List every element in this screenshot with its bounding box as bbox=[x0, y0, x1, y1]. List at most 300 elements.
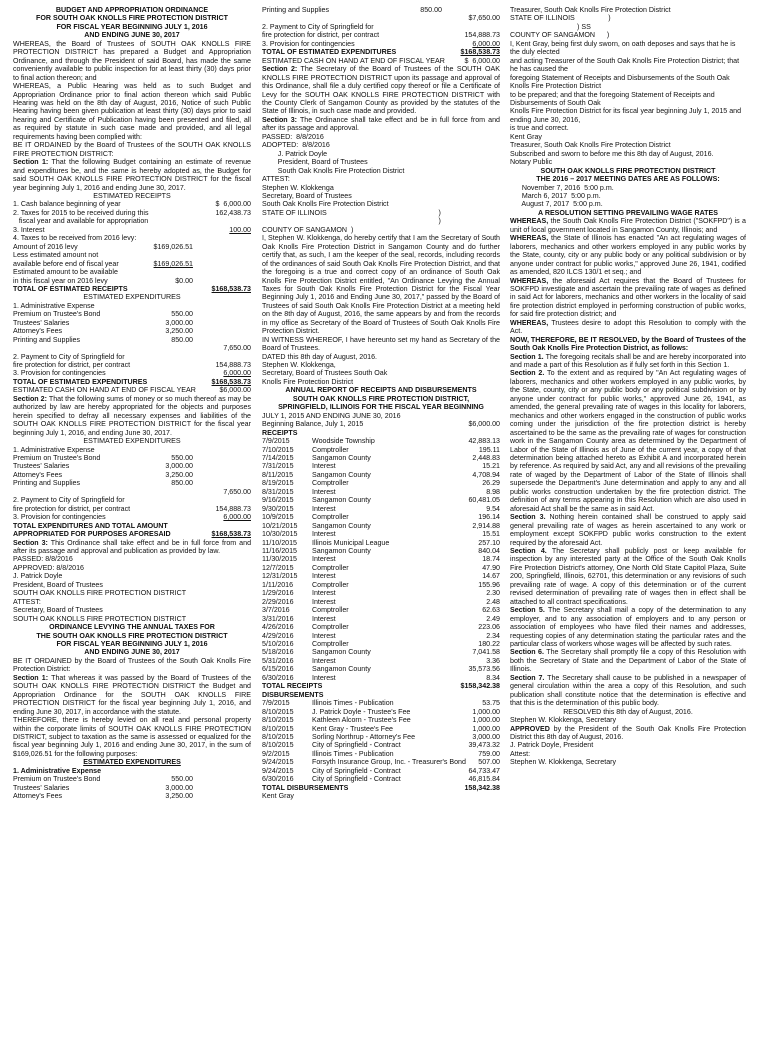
paragraph-text: The foregoing recitals shall be and are hereby incorporated into and made a part of this Resolution as if fully set forth in this Section 1. bbox=[510, 352, 746, 370]
transaction-payee: Sangamon County bbox=[312, 470, 371, 479]
transaction-payee: City of Springfield - Contract bbox=[312, 775, 401, 784]
subheading: ESTIMATED EXPENDITURES bbox=[83, 437, 181, 446]
transaction-payee: Interest bbox=[312, 530, 336, 539]
section-heading: SOUTH OAK KNOLLS FIRE PROTECTION DISTRICT, bbox=[292, 394, 470, 403]
transaction-row bbox=[262, 623, 500, 631]
transaction-amount: 15.21 bbox=[482, 462, 500, 471]
ledger-amount: ) bbox=[438, 208, 500, 217]
paragraph-text: This Ordinance shall take effect and be in full force from and after its passage and approval and publication as provided by law. bbox=[13, 538, 251, 555]
ledger-amount: 158,342.38 bbox=[464, 783, 500, 792]
text-line: Stephen W. Klokkenga, Secretary bbox=[510, 716, 617, 725]
ledger-label: fire protection for district, per contract bbox=[13, 361, 131, 370]
ledger-subamount: 3,000.00 bbox=[165, 783, 193, 792]
paragraph-lead: Section 1. bbox=[510, 352, 544, 361]
ledger-subamount: 850.00 bbox=[171, 335, 193, 344]
ledger-subamount: 550.00 bbox=[171, 310, 193, 319]
ledger-subamount: $169,026.51 bbox=[153, 242, 193, 251]
text-line: 1. Administrative Expense bbox=[13, 301, 95, 310]
transaction-payee: Sangamon County bbox=[312, 454, 371, 463]
transaction-date: 11/30/2015 bbox=[262, 555, 297, 564]
transaction-date: 7/14/2015 bbox=[262, 454, 294, 463]
transaction-amount: 4,708.94 bbox=[472, 470, 500, 479]
ledger-amount: 6,000.00 bbox=[223, 513, 251, 522]
ledger-subamount: 3,000.00 bbox=[165, 318, 193, 327]
transaction-row bbox=[262, 632, 500, 640]
ledger-label: Premium on Trustee's Bond bbox=[13, 310, 101, 319]
paragraph-lead: Section 2: bbox=[262, 65, 298, 74]
section-heading: ANNUAL REPORT OF RECEIPTS AND DISBURSEMENTS bbox=[285, 386, 477, 395]
paragraph-text: THEREFORE, there is hereby levied on all real and personal property within the corporate limits of SOUTH OAK KNOLLS FIRE PROTECTION DISTRICT, subject to taxation as the same is assessed or equalized for the fiscal year beginning July 1, 2016 and ending June 30, 2017, in the sum of $169,026.51 for the following purposes: bbox=[13, 716, 251, 758]
transaction-payee: Comptroller bbox=[312, 479, 349, 488]
transaction-row bbox=[262, 733, 500, 741]
transaction-row bbox=[262, 513, 500, 521]
paragraph bbox=[13, 674, 251, 716]
ledger-label: Printing and Supplies bbox=[13, 479, 81, 488]
paragraph-lead: Section 5. bbox=[510, 606, 545, 615]
ledger-row bbox=[262, 48, 500, 56]
transaction-amount: 2.48 bbox=[486, 597, 500, 606]
text-line: 4. Taxes to be received from 2016 levy: bbox=[13, 234, 137, 243]
ledger-row bbox=[13, 369, 251, 377]
text-line: Knolls Fire Protection District for its fiscal year beginning July 1, 2015 and bbox=[510, 107, 742, 116]
ledger-amount: $6,000.00 bbox=[219, 386, 251, 395]
transaction-date: 9/2/2015 bbox=[262, 749, 290, 758]
paragraph-text: BE IT ORDAINED by the Board of Trustees of the SOUTH OAK KNOLLS FIRE PROTECTION DISTRICT: bbox=[13, 141, 251, 158]
ledger-amount: $168,538.73 bbox=[211, 530, 251, 539]
text-line: ending June 30, 2016, bbox=[510, 115, 581, 124]
ledger-label: in this fiscal year on 2016 levy bbox=[13, 276, 108, 285]
text-line: PASSED: 8/8/2016 bbox=[13, 555, 73, 564]
transaction-payee: Comptroller bbox=[312, 639, 349, 648]
transaction-amount: 14.67 bbox=[482, 572, 500, 581]
transaction-amount: 1,000.00 bbox=[472, 716, 500, 725]
transaction-amount: 507.00 bbox=[478, 758, 500, 767]
ledger-label: 3. Provision for contingencies bbox=[13, 369, 106, 378]
transaction-amount: 3,000.00 bbox=[472, 732, 500, 741]
paragraph-lead: Section 3: bbox=[262, 115, 297, 124]
transaction-date: 3/31/2016 bbox=[262, 614, 294, 623]
section-heading: SPRINGFIELD, ILLINOIS FOR THE FISCAL YEAR BEGINNING bbox=[278, 403, 484, 412]
transaction-amount: 26.29 bbox=[482, 479, 500, 488]
transaction-amount: 3.36 bbox=[486, 656, 500, 665]
transaction-payee: Comptroller bbox=[312, 513, 349, 522]
transaction-amount: 2.49 bbox=[486, 614, 500, 623]
paragraph bbox=[262, 65, 500, 116]
ledger-label: Beginning Balance, July 1, 2015 bbox=[262, 420, 364, 429]
transaction-date: 7/9/2015 bbox=[262, 437, 290, 446]
transaction-payee: Woodside Township bbox=[312, 437, 375, 446]
transaction-payee: Comptroller bbox=[312, 563, 349, 572]
paragraph-lead: WHEREAS, bbox=[510, 276, 549, 285]
ledger-row bbox=[262, 420, 500, 428]
transaction-payee: City of Springfield - Contract bbox=[312, 741, 401, 750]
transaction-row bbox=[262, 699, 500, 707]
ledger-row bbox=[13, 513, 251, 521]
column-middle bbox=[262, 6, 500, 1046]
text-line: SOUTH OAK KNOLLS FIRE PROTECTION DISTRICT bbox=[13, 614, 187, 623]
transaction-amount: 180.22 bbox=[478, 639, 500, 648]
ledger-row bbox=[262, 31, 500, 39]
ledger-row bbox=[13, 784, 251, 792]
text-line: 1. Administrative Expense bbox=[13, 766, 102, 775]
transaction-row bbox=[262, 725, 500, 733]
transaction-payee: Interest bbox=[312, 555, 336, 564]
transaction-payee: Comptroller bbox=[312, 580, 349, 589]
transaction-amount: 223.06 bbox=[478, 623, 500, 632]
ledger-row bbox=[262, 6, 500, 14]
transaction-amount: 15.51 bbox=[482, 530, 500, 539]
transaction-date: 9/24/2015 bbox=[262, 766, 294, 775]
transaction-date: 9/30/2015 bbox=[262, 504, 294, 513]
text-line: Disbursements of South Oak bbox=[510, 98, 601, 107]
transaction-row bbox=[262, 555, 500, 563]
text-line: TOTAL EXPENDITURES AND TOTAL AMOUNT bbox=[13, 521, 168, 530]
ledger-amount: $158,342.38 bbox=[460, 682, 500, 691]
ledger-row bbox=[13, 344, 251, 352]
ledger-row bbox=[13, 260, 251, 268]
paragraph bbox=[13, 158, 251, 192]
transaction-date: 11/16/2015 bbox=[262, 547, 297, 555]
transaction-date: 10/9/2015 bbox=[262, 513, 294, 522]
paragraph-lead: Section 4. bbox=[510, 547, 547, 555]
ledger-row bbox=[13, 353, 251, 361]
ledger-amount: 154,888.73 bbox=[215, 361, 251, 370]
transaction-date: 5/18/2016 bbox=[262, 648, 294, 657]
transaction-amount: 35,573.56 bbox=[468, 665, 500, 674]
ledger-amount: $ 6,000.00 bbox=[464, 56, 500, 65]
ledger-amount: 6,000.00 bbox=[472, 39, 500, 48]
ledger-subamount: 3,000.00 bbox=[165, 462, 193, 471]
transaction-date: 12/7/2015 bbox=[262, 563, 294, 572]
ledger-label: Attorney's Fees bbox=[13, 792, 63, 801]
ledger-amount: $168,538.73 bbox=[211, 284, 251, 293]
section-heading: THE 2016 – 2017 MEETING DATES ARE AS FOLLOWS: bbox=[536, 175, 720, 184]
centered-line: ESTIMATED EXPENDITURES bbox=[83, 758, 181, 767]
ledger-label: Trustees' Salaries bbox=[13, 318, 70, 327]
ledger-label: 3. Interest bbox=[13, 225, 45, 234]
section-heading: ORDINANCE LEVYING THE ANNUAL TAXES FOR bbox=[49, 623, 215, 632]
transaction-row bbox=[262, 640, 500, 648]
paragraph-text: The Ordinance shall take effect and be in full force from and after its passage and approval. bbox=[262, 115, 500, 133]
transaction-date: 10/21/2015 bbox=[262, 521, 298, 530]
transaction-date: 9/24/2015 bbox=[262, 758, 294, 767]
transaction-date: 8/10/2015 bbox=[262, 732, 294, 741]
ledger-row bbox=[13, 310, 251, 318]
paragraph-text: That the following sums of money or so much thereof as may be authorized by law are hereby appropriated for the objects and purposes herein specified to defray all necessary expenses and liabilities of the SOUTH OAK KNOLLS FIRE PROTECTION DISTRICT for the fiscal year beginning July 1, 2016, and ending June 30, 2017. bbox=[13, 394, 251, 437]
paragraph bbox=[13, 716, 251, 758]
paragraph-lead: Section 7. bbox=[510, 673, 545, 682]
ledger-row bbox=[262, 14, 500, 22]
ledger-amount: 7,650.00 bbox=[223, 487, 251, 496]
ledger-amount: $168,538.73 bbox=[211, 377, 251, 386]
transaction-row bbox=[262, 462, 500, 470]
transaction-row bbox=[262, 648, 500, 656]
text-line: the duly elected bbox=[510, 48, 560, 57]
transaction-payee: Illinois Times - Publication bbox=[312, 699, 394, 708]
ledger-row bbox=[13, 378, 251, 386]
transaction-row bbox=[262, 572, 500, 580]
transaction-amount: 7,041.58 bbox=[472, 648, 500, 657]
text-line: fiscal year and available for appropriation bbox=[13, 217, 149, 226]
transaction-amount: 9.54 bbox=[486, 504, 500, 513]
transaction-payee: Interest bbox=[312, 487, 336, 496]
paragraph bbox=[510, 606, 746, 648]
paragraph-text: The Secretary shall cause to be published in a newspaper of general circulation within the area a copy of this Resolution, and such publication shall constitute notice that the determination is effective and that this is the determination of this public body. bbox=[510, 673, 746, 708]
paragraph-text: by the President of the South Oak Knolls Fire Protection District this 8th day of August, 2016. bbox=[510, 724, 746, 741]
paragraph-text: I, Stephen W. Klokkenga, do hereby certify that I am the Secretary of South Oak Knolls Fire Protection District in Sangamon County and do further certify that, as such, I am the keeper of the seal, records, including records of the ordinances of said South Oak Knolls Fire Protection District, and that the foregoing is a true and correct copy of an ordinance of South Oak Knolls Fire Protection District entitled, "An Ordinance Levying the Annual Taxes for South Oak Knolls Fire Protection District for the Fiscal Year Beginning July 1, 2016 and Ending June 30, 2017," passed by the Board of Trustees of said South Oak Knolls Fire Protection District at a meeting held on the 8th day of August, 2016, the same appears by and from the records in my office as Secretary of the Board of Trustees of South Oak Knolls Fire Protection District. bbox=[262, 234, 500, 336]
text-line: to be prepared; and that the foregoing Statement of Receipts and bbox=[510, 90, 715, 99]
paragraph bbox=[510, 336, 746, 353]
transaction-amount: 60,481.05 bbox=[468, 496, 500, 505]
paragraph-text: IN WITNESS WHEREOF, I have hereunto set my hand as Secretary of the Board of Trustees. bbox=[262, 335, 500, 353]
transaction-amount: 62.63 bbox=[482, 606, 500, 615]
transaction-date: 7/10/2015 bbox=[262, 445, 294, 454]
subheading: ESTIMATED EXPENDITURES bbox=[83, 293, 181, 302]
text-line: I, Kent Gray, being first duly sworn, on oath deposes and says that he is bbox=[510, 39, 736, 48]
transaction-row bbox=[262, 446, 500, 454]
text-line: Stephen W. Klokkenga bbox=[262, 183, 334, 192]
transaction-date: 8/10/2015 bbox=[262, 724, 294, 733]
ledger-row bbox=[262, 40, 500, 48]
transaction-payee: Comptroller bbox=[312, 623, 349, 632]
paragraph-text: The Secretary shall mail a copy of the determination to any employer, and to any association of employers and to any person or association of employees who have filed their names and addresses, requesting copies of any determination stating the particular rates and the particular class of workers whose wages will be affected by such rates. bbox=[510, 606, 746, 648]
transaction-row bbox=[262, 615, 500, 623]
paragraph-text: the aforesaid Act requires that the Board of Trustees for SOKFPD investigate and ascertain the prevailing rate of wages as defined in said Act for laborers, mechanics and other workers in the locality of said fire protection district employed in performing construction of public works, for said fire protection district; and bbox=[510, 276, 746, 319]
transaction-row bbox=[262, 488, 500, 496]
transaction-date: 5/31/2016 bbox=[262, 656, 294, 665]
transaction-amount: 47.90 bbox=[482, 563, 500, 572]
paragraph-text: Trustees desire to adopt this Resolution to comply with the Act. bbox=[510, 318, 746, 336]
text-line: Kent Gray bbox=[510, 132, 542, 141]
text-line: ) SS bbox=[510, 22, 591, 31]
transaction-amount: 42,883.13 bbox=[468, 437, 500, 446]
transaction-amount: 18.74 bbox=[482, 555, 500, 564]
paragraph-lead: Section 3. bbox=[510, 513, 546, 522]
paragraph-text: WHEREAS, a Public Hearing was held as to such Budget and Appropriation Ordinance prior to final action thereon which said Public Hearing was held on the 8th day of August, 2016, Notice of such Public Hearing having been given publication at least thirty (30) days prior to said hearing and Certificate of Publication having been presented and filed, all as required by statute in such case made and provided, and all legal requirements having been complied with: bbox=[13, 82, 251, 141]
transaction-date: 11/10/2015 bbox=[262, 538, 297, 547]
text-line: foregoing Statement of Receipts and Disbursements of the South Oak bbox=[510, 73, 730, 82]
text-line: DATED this 8th day of August, 2016. bbox=[262, 352, 378, 361]
transaction-amount: 39,473.32 bbox=[468, 741, 500, 750]
paragraph-lead: Section 3: bbox=[13, 538, 48, 547]
ledger-label: 3. Provision for contingencies bbox=[262, 39, 355, 48]
text-line: he has caused the bbox=[510, 65, 568, 74]
transaction-row bbox=[262, 758, 500, 766]
ledger-label: TOTAL OF ESTIMATED EXPENDITURES bbox=[13, 377, 148, 386]
text-line: 2. Payment to City of Springfield for bbox=[13, 496, 125, 505]
column-left bbox=[13, 6, 251, 1046]
text-line: Less estimated amount not bbox=[13, 251, 99, 260]
ledger-amount: $168,538.73 bbox=[460, 48, 500, 57]
transaction-payee: Interest bbox=[312, 572, 336, 581]
paragraph bbox=[262, 116, 500, 133]
paragraph bbox=[510, 725, 746, 742]
section-heading: FOR SOUTH OAK KNOLLS FIRE PROTECTION DISTRICT bbox=[36, 14, 228, 23]
transaction-amount: 2.34 bbox=[486, 631, 500, 640]
transaction-date: 10/30/2015 bbox=[262, 530, 298, 539]
ledger-row bbox=[262, 784, 500, 792]
transaction-amount: 759.00 bbox=[478, 749, 500, 758]
section-heading: A RESOLUTION SETTING PREVAILING WAGE RATES bbox=[538, 208, 718, 217]
transaction-amount: 155.96 bbox=[478, 580, 500, 589]
section-heading: BUDGET AND APPROPRIATION ORDINANCE bbox=[55, 6, 209, 14]
paragraph-text: the State of Illinois has enacted "An act regulating wages of laborers, mechanics and other workers employed in any public works by the State, county, city or any public body or any political subdivision or by anyone under contract for public works," approved June 26, 1941, codified as amended, 820 ILCS 130/1 et seq.; and bbox=[510, 234, 746, 277]
ledger-row bbox=[262, 217, 500, 225]
ledger-row bbox=[13, 277, 251, 285]
text-line: President, Board of Trustees bbox=[262, 158, 368, 167]
transaction-amount: 840.04 bbox=[478, 547, 500, 555]
text-line: November 7, 2016 5:00 p.m. bbox=[510, 183, 614, 192]
ledger-amount: $ 6,000.00 bbox=[215, 200, 251, 209]
ledger-label: TOTAL DISBURSEMENTS bbox=[262, 783, 349, 792]
paragraph-lead: Section 1: bbox=[13, 158, 49, 167]
text-line: PASSED: 8/8/2016 bbox=[262, 132, 324, 141]
ledger-row bbox=[13, 209, 251, 217]
transaction-payee: Kent Gray - Trustee's Fee bbox=[312, 724, 393, 733]
text-line: ATTEST: bbox=[262, 175, 290, 184]
transaction-payee: Interest bbox=[312, 673, 336, 682]
transaction-payee: Kathleen Alcorn - Trustee's Fee bbox=[312, 716, 411, 725]
paragraph-text: Nothing herein contained shall be construed to apply said general prevailing rate of wages as herein ascertained to any work or employment except SOKFPD public works construction to the extent required by the aforesaid Act. bbox=[510, 513, 746, 547]
ledger-row bbox=[13, 792, 251, 800]
transaction-row bbox=[262, 767, 500, 775]
ledger-amount: ) bbox=[438, 217, 500, 226]
paragraph bbox=[510, 513, 746, 547]
transaction-date: 7/31/2015 bbox=[262, 462, 294, 471]
ledger-row bbox=[13, 285, 251, 293]
text-line: President, Board of Trustees bbox=[13, 580, 103, 589]
transaction-date: 5/10/2016 bbox=[262, 639, 294, 648]
transaction-date: 8/19/2015 bbox=[262, 479, 294, 488]
ledger-row bbox=[262, 57, 500, 65]
transaction-row bbox=[262, 741, 500, 749]
transaction-row bbox=[262, 547, 500, 555]
ledger-amount: 7,650.00 bbox=[223, 344, 251, 353]
ledger-amount: 162,438.73 bbox=[215, 208, 251, 217]
ledger-label: Attorney's Fees bbox=[13, 470, 63, 479]
transaction-row bbox=[262, 716, 500, 724]
transaction-date: 8/31/2015 bbox=[262, 487, 294, 496]
transaction-payee: Forsyth Insurance Group, Inc. - Treasurer's Bond bbox=[312, 758, 466, 767]
paragraph bbox=[510, 674, 746, 708]
section-heading: THE SOUTH OAK KNOLLS FIRE PROTECTION DISTRICT bbox=[36, 631, 228, 640]
ledger-subamount: 3,250.00 bbox=[165, 792, 193, 801]
transaction-payee: Interest bbox=[312, 631, 336, 640]
transaction-date: 8/10/2015 bbox=[262, 741, 294, 750]
ledger-row bbox=[13, 243, 251, 251]
transaction-row bbox=[262, 665, 500, 673]
paragraph-lead: WHEREAS, bbox=[510, 217, 549, 226]
transaction-payee: Sangamon County bbox=[312, 665, 371, 674]
ledger-label: Premium on Trustee's Bond bbox=[13, 454, 101, 463]
paragraph-lead: Section 2: bbox=[13, 394, 47, 403]
section-heading: FOR FISCAL YEAR BEGINNING JULY 1, 2016 bbox=[56, 639, 208, 648]
transaction-row bbox=[262, 598, 500, 606]
transaction-payee: Sangamon County bbox=[312, 648, 371, 657]
paragraph-lead: Section 1: bbox=[13, 673, 49, 682]
subheading: ESTIMATED RECEIPTS bbox=[93, 191, 171, 200]
transaction-payee: Sangamon County bbox=[312, 521, 371, 530]
transaction-date: 8/11/2015 bbox=[262, 470, 294, 479]
ledger-label: Attorney's Fees bbox=[13, 327, 63, 336]
paragraph-text: The Secretary of the Board of Trustees of the SOUTH OAK KNOLLS FIRE PROTECTION DISTRICT upon its passage and approval of this Ordinance, shall file a duly certified copy thereof or file a Certificate of Levy for the SOUTH OAK KNOLLS FIRE PROTECTION DISTRICT with the County Clerk of Sangamon County as provided by the statutes of the State of Illinois, in such case made and provided. bbox=[262, 65, 500, 116]
paragraph bbox=[13, 395, 251, 437]
ledger-row bbox=[13, 454, 251, 462]
transaction-payee: City of Springfield - Contract bbox=[312, 766, 401, 775]
centered-line: RESOLVED this 8th day of August, 2016. bbox=[563, 707, 693, 716]
paragraph bbox=[510, 277, 746, 319]
ledger-label: ESTIMATED CASH ON HAND AT END OF FISCAL YEAR bbox=[13, 386, 196, 395]
ledger-row bbox=[13, 361, 251, 369]
ledger-label: 2. Taxes for 2015 to be received during this bbox=[13, 208, 149, 217]
ledger-label: 2. Payment to City of Springfield for bbox=[13, 352, 125, 361]
ledger-row bbox=[13, 479, 251, 487]
text-line: 1. Administrative Expense bbox=[13, 445, 95, 454]
transaction-row bbox=[262, 589, 500, 597]
text-line: Attest: bbox=[510, 749, 531, 758]
text-line: March 6, 2017 5:00 p.m. bbox=[510, 191, 601, 200]
ledger-row bbox=[13, 386, 251, 394]
transaction-amount: 8.34 bbox=[486, 673, 500, 682]
ledger-amount: 154,888.73 bbox=[464, 31, 500, 40]
paragraph bbox=[13, 539, 251, 556]
transaction-amount: 8.98 bbox=[486, 487, 500, 496]
text-line: Estimated amount to be available bbox=[13, 268, 118, 277]
paragraph bbox=[510, 369, 746, 513]
ledger-label: STATE OF ILLINOIS bbox=[262, 208, 327, 217]
text-line: South Oak Knolls Fire Protection District bbox=[262, 166, 405, 175]
paragraph-text: The Secretary shall promptly file a copy of this Resolution with both the Secretary of State and the Department of Labor of the State of Illinois. bbox=[510, 648, 746, 674]
ledger-subamount: 3,250.00 bbox=[165, 470, 193, 479]
paragraph-lead: Section 6. bbox=[510, 648, 544, 657]
paragraph-text: NOW, THEREFORE, BE IT RESOLVED, by the Board of Trustees of the South Oak Knolls Fire Protection District, as follows: bbox=[510, 335, 746, 353]
ledger-label: TOTAL OF ESTIMATED RECEIPTS bbox=[13, 284, 128, 293]
transaction-payee: Interest bbox=[312, 462, 336, 471]
text-line: Stephen W. Klokkenga, Secretary bbox=[510, 758, 617, 767]
ledger-label: Amount of 2016 levy bbox=[13, 242, 78, 251]
ledger-row bbox=[13, 226, 251, 234]
ledger-row bbox=[13, 200, 251, 208]
paragraph bbox=[510, 234, 746, 276]
ledger-label: Premium on Trustee's Bond bbox=[13, 775, 101, 784]
paragraph bbox=[510, 319, 746, 336]
ledger-amount: $7,650.00 bbox=[468, 14, 500, 23]
paragraph-text: That whereas it was passed by the Board of Trustees of the SOUTH OAK KNOLLS FIRE PROTECTION DISTRICT the Budget and Appropriation Ordinance for the SOUTH OAK KNOLLS FIRE PROTECTION DISTRICT for the fiscal year beginning July 1, 2016, and ending June 30, 2017, in accordance with the statute. bbox=[13, 673, 251, 716]
transaction-row bbox=[262, 674, 500, 682]
section-heading: AND ENDING JUNE 30, 2017 bbox=[84, 31, 180, 40]
ledger-label: 3. Provision for contingencies bbox=[13, 513, 106, 522]
transaction-payee: Comptroller bbox=[312, 445, 349, 454]
transaction-date: 4/29/2016 bbox=[262, 631, 294, 640]
ledger-subamount: 3,250.00 bbox=[165, 327, 193, 336]
transaction-amount: 195.11 bbox=[478, 445, 500, 454]
ledger-row bbox=[13, 471, 251, 479]
transaction-amount: 1,000.00 bbox=[472, 724, 500, 733]
paragraph-text: BE IT ORDAINED by the Board of Trustees of the South Oak Knolls Fire Protection District: bbox=[13, 656, 251, 674]
transaction-row bbox=[262, 530, 500, 538]
paragraph bbox=[262, 234, 500, 335]
text-line: ATTEST: bbox=[13, 597, 41, 606]
transaction-row bbox=[262, 437, 500, 445]
transaction-payee: Interest bbox=[312, 589, 336, 598]
transaction-payee: Illinois Municipal League bbox=[312, 538, 390, 547]
text-line: Treasurer, South Oak Knolls Fire Protection District bbox=[510, 6, 671, 14]
transaction-row bbox=[262, 479, 500, 487]
transaction-amount: 2,448.83 bbox=[472, 454, 500, 463]
ledger-label: TOTAL RECEIPTS bbox=[262, 682, 323, 691]
ledger-label: TOTAL OF ESTIMATED EXPENDITURES bbox=[262, 48, 397, 57]
ledger-label: fire protection for district, per contract bbox=[13, 504, 131, 513]
